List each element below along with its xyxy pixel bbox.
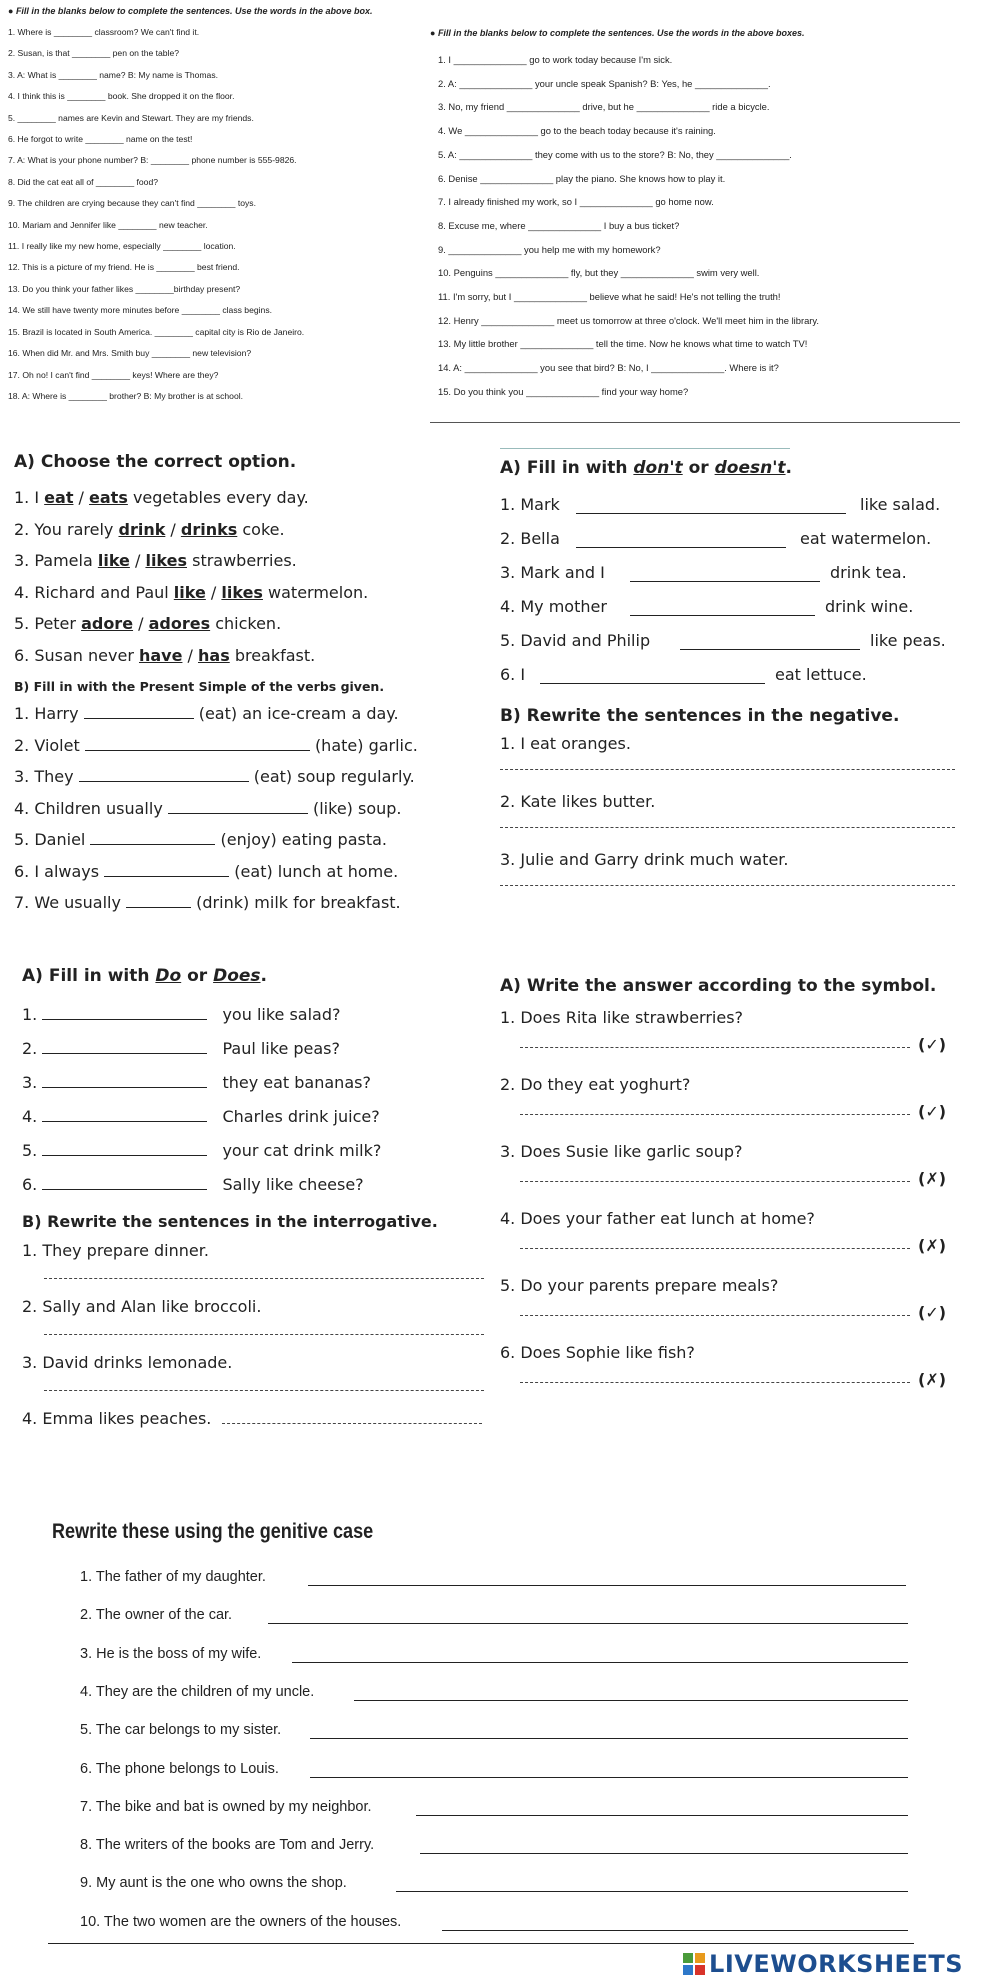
list-item: 4. Does your father eat lunch at home?: [500, 1209, 815, 1228]
option-b[interactable]: has: [198, 645, 230, 665]
option-a[interactable]: eat: [44, 488, 74, 507]
option-a[interactable]: adore: [81, 614, 134, 633]
list-item: 4. Emma likes peaches.: [22, 1409, 492, 1428]
list-item: 5. The car belongs to my sister.: [80, 1722, 282, 1738]
part1-left-list: [8, 22, 428, 407]
option-a[interactable]: like: [97, 551, 130, 570]
list-item: 4. I think this is ________ book. She dropped it on the floor.: [8, 91, 235, 102]
list-item: 3. No, my friend ______________ drive, but he ______________ ride a bicycle.: [438, 101, 770, 113]
answer-line[interactable]: [222, 1423, 482, 1424]
answer-blank[interactable]: [42, 1018, 207, 1020]
answer-row: [500, 1094, 970, 1142]
list-item: 1. They prepare dinner.: [22, 1241, 209, 1260]
list-item: 1. you like salad?: [22, 1005, 341, 1024]
answer-line[interactable]: [416, 1815, 908, 1816]
list-item: 3. A: What is ________ name? B: My name is Thomas.: [8, 69, 219, 80]
bottom-rule: [48, 1943, 914, 1944]
answer-line[interactable]: [520, 1382, 910, 1383]
answer-line[interactable]: [310, 1738, 908, 1739]
list-item: 2. Sally and Alan like broccoli.: [22, 1297, 262, 1316]
list-item: 13. My little brother ______________ tell the time. Now he knows what time to watch TV!: [438, 338, 808, 350]
list-item: 2. Paul like peas?: [22, 1039, 341, 1058]
answer-row: [500, 1027, 970, 1075]
answer-blank[interactable]: [576, 546, 786, 548]
list-item: 2. Susan, is that ________ pen on the table?: [8, 48, 180, 59]
list-item: 6. Does Sophie like fish?: [500, 1343, 695, 1362]
list-item: 1. The father of my daughter.: [80, 1569, 266, 1585]
list-item: 6. Susan never have / has breakfast.: [14, 645, 316, 665]
answer-line[interactable]: [44, 1334, 484, 1335]
list-item: 5. Do your parents prepare meals?: [500, 1276, 779, 1295]
list-item: 1. Harry (eat) an ice-cream a day.: [14, 704, 399, 723]
answer-line[interactable]: [308, 1585, 906, 1586]
list-item: 15. Do you think you ______________ find your way home?: [438, 385, 689, 397]
answer-line[interactable]: [396, 1891, 908, 1892]
list-item: 4. Richard and Paul like / likes watermelon.: [14, 582, 369, 602]
list-item: 6. Denise ______________ play the piano. She knows how to play it.: [438, 172, 726, 184]
list-item: 1. Where is ________ classroom? We can't find it.: [8, 27, 200, 37]
symbol-list: [500, 1008, 970, 1402]
answer-line[interactable]: [520, 1047, 910, 1048]
interrogative-list: [22, 1241, 492, 1428]
list-item: 2. Kate likes butter.: [500, 792, 656, 811]
list-item: 10. Penguins ______________ fly, but they ______________ swim very well.: [438, 267, 760, 279]
list-item: 11. I really like my new home, especially ________ location.: [8, 241, 236, 252]
answer-line[interactable]: [500, 885, 955, 886]
list-item: 1. I eat / eats vegetables every day.: [14, 488, 309, 507]
part3-right: [500, 976, 970, 1402]
list-item: 8. Excuse me, where ______________ I buy a bus ticket?: [438, 219, 680, 231]
part2-right: [500, 458, 970, 886]
part1-right-list: [438, 48, 980, 404]
list-item: 12. Henry ______________ meet us tomorrow at three o'clock. We'll meet him in the library.: [438, 314, 820, 326]
answer-blank[interactable]: [90, 843, 215, 845]
answer-line[interactable]: [520, 1248, 910, 1249]
interrogative-title: B) Rewrite the sentences in the interrogative.: [22, 1212, 438, 1231]
answer-line[interactable]: [442, 1930, 908, 1931]
answer-blank[interactable]: [104, 875, 229, 877]
list-item: 5. A: ______________ they come with us to the store? B: No, they ______________.: [438, 148, 792, 160]
divider: [430, 422, 960, 423]
part1-left: [8, 6, 428, 407]
answer-blank[interactable]: [630, 614, 815, 616]
logo-icon: [683, 1953, 705, 1975]
option-b[interactable]: eats: [89, 488, 128, 507]
do-title: A) Fill in with Do or Does.: [22, 966, 268, 986]
check-icon: (✓): [918, 1035, 947, 1054]
choose-title: A) Choose the correct option.: [14, 452, 297, 472]
list-item: 1. Mark like salad.: [500, 495, 941, 514]
list-item: 9. ______________ you help me with my homework?: [438, 243, 661, 255]
list-item: 7. The bike and bat is owned by my neighbor.: [80, 1799, 372, 1815]
present-list: [14, 698, 484, 919]
list-item: 4. Children usually (like) soup.: [14, 798, 402, 818]
list-item: 9. The children are crying because they can't find ________ toys.: [8, 198, 256, 209]
list-item: 2. Violet (hate) garlic.: [14, 735, 418, 755]
answer-blank[interactable]: [42, 1154, 207, 1156]
list-item: 10. The two women are the owners of the houses.: [80, 1914, 402, 1930]
dont-title: A) Fill in with don't or doesn't.: [500, 458, 792, 478]
genitive-section: [0, 1506, 987, 1976]
answer-line[interactable]: [500, 769, 955, 770]
option-a[interactable]: drink: [118, 519, 166, 539]
list-item: 11. I'm sorry, but I ______________ believe what he said! He's not telling the truth!: [438, 291, 781, 303]
answer-blank[interactable]: [42, 1086, 207, 1088]
list-item: 3. they eat bananas?: [22, 1073, 371, 1092]
list-item: 4. They are the children of my uncle.: [80, 1684, 315, 1700]
list-item: 5. Daniel (enjoy) eating pasta.: [14, 830, 388, 849]
check-icon: (✓): [918, 1102, 947, 1121]
list-item: 4. My mother drink wine.: [500, 597, 914, 616]
answer-blank[interactable]: [126, 906, 191, 908]
genitive-title: Rewrite these using the genitive case: [52, 1520, 374, 1543]
list-item: 3. Mark and I drink tea.: [500, 563, 907, 582]
list-item: 6. I always (eat) lunch at home.: [14, 861, 399, 881]
list-item: 17. Oh no! I can't find ________ keys! Where are they?: [8, 369, 219, 380]
present-title: B) Fill in with the Present Simple of the verbs given.: [14, 679, 385, 694]
part1-left-header: ● Fill in the blanks below to complete the sentences. Use the words in the above box.: [8, 6, 373, 16]
list-item: 3. Pamela like / likes strawberries.: [14, 551, 297, 570]
answer-blank[interactable]: [42, 1188, 207, 1190]
check-icon: (✓): [918, 1303, 947, 1322]
list-item: 3. Julie and Garry drink much water.: [500, 850, 789, 869]
option-a[interactable]: like: [173, 582, 206, 602]
list-item: 16. When did Mr. and Mrs. Smith buy ________ new television?: [8, 348, 252, 359]
list-item: 2. A: ______________ your uncle speak Spanish? B: Yes, he ______________.: [438, 77, 771, 89]
answer-row: [500, 1228, 970, 1276]
answer-line[interactable]: [310, 1777, 908, 1778]
list-item: 2. Bella eat watermelon.: [500, 529, 932, 548]
negative-title: B) Rewrite the sentences in the negative.: [500, 706, 900, 726]
answer-row: [500, 1295, 970, 1343]
list-item: 4. Charles drink juice?: [22, 1107, 380, 1126]
answer-blank[interactable]: [576, 512, 846, 514]
answer-blank[interactable]: [168, 812, 308, 814]
list-item: 6. Sally like cheese?: [22, 1175, 364, 1194]
list-item: 10. Mariam and Jennifer like ________ new teacher.: [8, 219, 208, 230]
list-item: 5. your cat drink milk?: [22, 1141, 382, 1160]
answer-line[interactable]: [420, 1853, 908, 1854]
symbol-title: A) Write the answer according to the symbol.: [500, 976, 937, 996]
liveworksheets-logo[interactable]: LIVEWORKSHEETS: [683, 1950, 963, 1978]
answer-line[interactable]: [354, 1700, 908, 1701]
list-item: 1. Does Rita like strawberries?: [500, 1008, 744, 1027]
list-item: 3. They (eat) soup regularly.: [14, 767, 415, 786]
list-item: 7. A: What is your phone number? B: ________ phone number is 555-9826.: [8, 155, 297, 166]
list-item: 6. He forgot to write ________ name on the test!: [8, 134, 193, 145]
answer-blank[interactable]: [85, 749, 310, 751]
option-b[interactable]: drinks: [180, 519, 238, 539]
list-item: 2. The owner of the car.: [80, 1607, 233, 1623]
list-item: 1. I ______________ go to work today because I'm sick.: [438, 54, 673, 65]
choose-list: [14, 482, 484, 671]
list-item: 5. ________ names are Kevin and Stewart. They are my friends.: [8, 112, 254, 123]
list-item: 14. A: ______________ you see that bird? B: No, I ______________. Where is it?: [438, 362, 779, 374]
answer-line[interactable]: [292, 1662, 908, 1663]
list-item: 6. I eat lettuce.: [500, 665, 867, 684]
answer-line[interactable]: [520, 1181, 910, 1182]
do-list: [22, 998, 492, 1202]
part1-right-header: ● Fill in the blanks below to complete the sentences. Use the words in the above boxes.: [430, 28, 805, 38]
option-b[interactable]: likes: [221, 582, 263, 602]
cross-icon: (✗): [918, 1169, 947, 1188]
dont-list: [500, 488, 970, 692]
list-item: 8. The writers of the books are Tom and Jerry.: [80, 1837, 375, 1853]
list-item: 15. Brazil is located in South America. ________ capital city is Rio de Janeiro.: [8, 326, 305, 337]
option-b[interactable]: likes: [145, 551, 188, 570]
cross-icon: (✗): [918, 1236, 947, 1255]
answer-row: [500, 1362, 970, 1402]
list-item: 3. David drinks lemonade.: [22, 1353, 233, 1372]
answer-blank[interactable]: [84, 717, 194, 719]
list-item: 8. Did the cat eat all of ________ food?: [8, 176, 159, 187]
answer-line[interactable]: [520, 1114, 910, 1115]
list-item: 5. David and Philip like peas.: [500, 631, 946, 650]
list-item: 2. You rarely drink / drinks coke.: [14, 519, 285, 539]
list-item: 6. The phone belongs to Louis.: [80, 1761, 279, 1777]
answer-line[interactable]: [268, 1623, 908, 1624]
answer-blank[interactable]: [42, 1120, 207, 1122]
option-b[interactable]: adores: [148, 614, 211, 633]
list-item: 3. He is the boss of my wife.: [80, 1646, 262, 1662]
list-item: 2. Do they eat yoghurt?: [500, 1075, 691, 1094]
divider: [500, 448, 790, 449]
list-item: 14. We still have twenty more minutes before ________ class begins.: [8, 305, 273, 316]
list-item: 9. My aunt is the one who owns the shop.: [80, 1875, 347, 1891]
answer-row: [500, 1161, 970, 1209]
list-item: 7. I already finished my work, so I ______________ go home now.: [438, 196, 714, 208]
list-item: 7. We usually (drink) milk for breakfast.: [14, 893, 401, 912]
answer-line[interactable]: [500, 827, 955, 828]
list-item: 5. Peter adore / adores chicken.: [14, 614, 282, 633]
answer-blank[interactable]: [540, 682, 765, 684]
negative-list: [500, 734, 970, 886]
answer-line[interactable]: [44, 1278, 484, 1279]
part1-right: [430, 28, 980, 404]
part3-left: [22, 966, 492, 1428]
option-a[interactable]: have: [138, 645, 183, 665]
list-item: 12. This is a picture of my friend. He is ________ best friend.: [8, 262, 240, 273]
list-item: 4. We ______________ go to the beach today because it's raining.: [438, 125, 716, 137]
part2-left: [14, 452, 484, 919]
answer-blank[interactable]: [680, 648, 860, 650]
list-item: 13. Do you think your father likes ________birthday present?: [8, 283, 241, 294]
answer-line[interactable]: [44, 1390, 484, 1391]
answer-blank[interactable]: [42, 1052, 207, 1054]
answer-blank[interactable]: [79, 780, 249, 782]
list-item: 1. I eat oranges.: [500, 734, 631, 753]
answer-blank[interactable]: [630, 580, 820, 582]
list-item: 3. Does Susie like garlic soup?: [500, 1142, 743, 1161]
answer-line[interactable]: [520, 1315, 910, 1316]
cross-icon: (✗): [918, 1370, 947, 1389]
list-item: 18. A: Where is ________ brother? B: My brother is at school.: [8, 390, 244, 401]
